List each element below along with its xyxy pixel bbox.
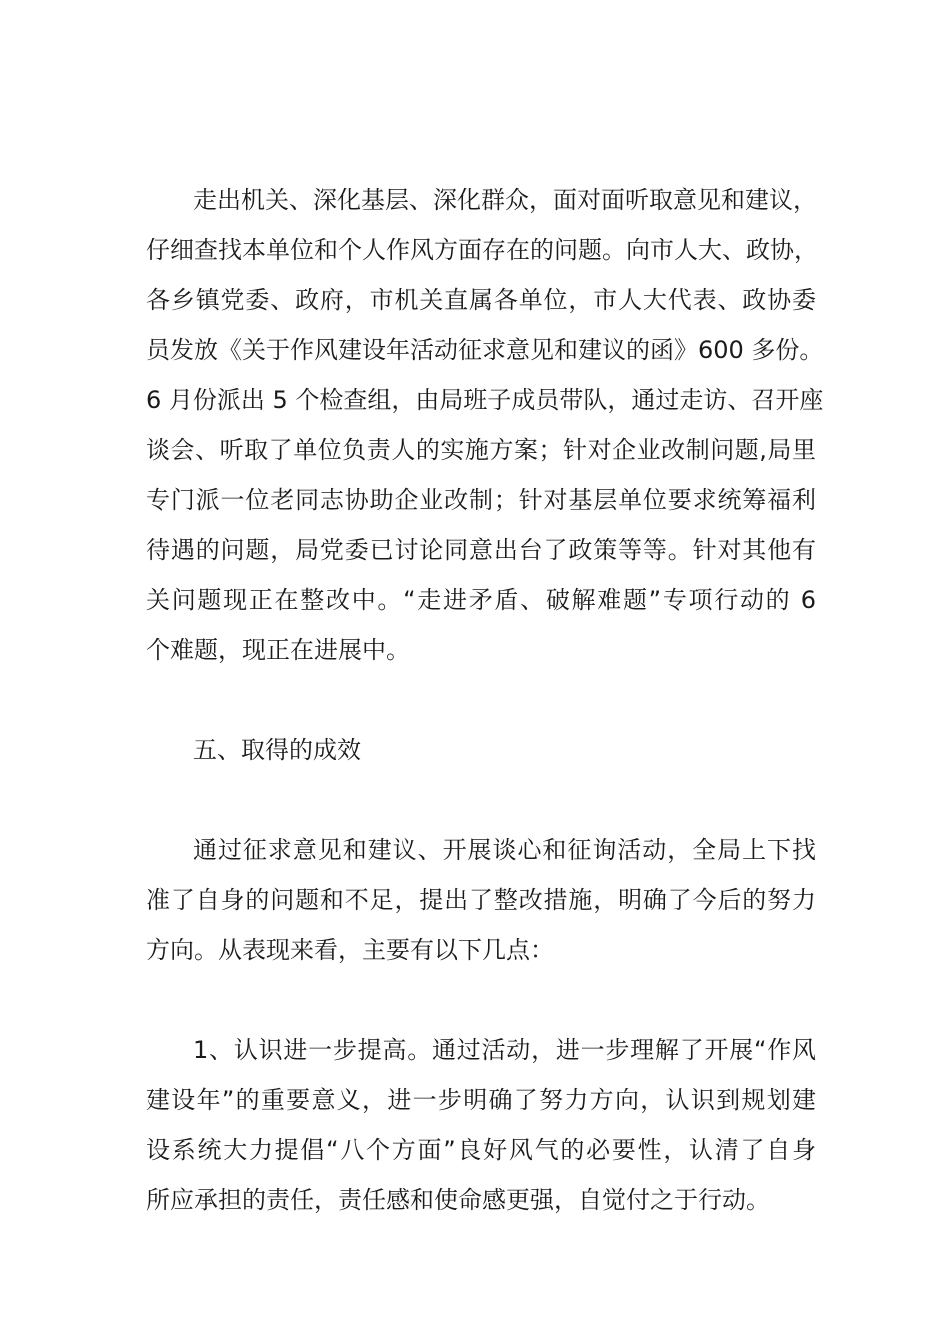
text-line: 谈会、听取了单位负责人的实施方案；针对企业改制问题,局里 xyxy=(146,436,816,464)
text-line: 所应承担的责任，责任感和使命感更强，自觉付之于行动。 xyxy=(146,1186,770,1214)
text-line: 方向。从表现来看，主要有以下几点： xyxy=(146,936,554,964)
section-heading: 五、取得的成效 xyxy=(193,736,361,764)
text-line: 关问题现正在整改中。“走进矛盾、破解难题”专项行动的 6 xyxy=(146,586,816,614)
text-line: 准了自身的问题和不足，提出了整改措施，明确了今后的努力 xyxy=(146,886,816,914)
text-line: 专门派一位老同志协助企业改制；针对基层单位要求统筹福利 xyxy=(146,486,816,514)
text-line: 建设年”的重要意义，进一步明确了努力方向，认识到规划建 xyxy=(146,1086,816,1114)
text-line: 员发放《关于作风建设年活动征求意见和建议的函》600 多份。 xyxy=(146,336,824,364)
text-line: 1、认识进一步提高。通过活动，进一步理解了开展“作风 xyxy=(193,1036,816,1064)
text-line: 设系统大力提倡“八个方面”良好风气的必要性，认清了自身 xyxy=(146,1136,816,1164)
text-line: 走出机关、深化基层、深化群众，面对面听取意见和建议， xyxy=(193,186,817,214)
text-line: 通过征求意见和建议、开展谈心和征询活动，全局上下找 xyxy=(193,836,816,864)
text-line: 个难题，现正在进展中。 xyxy=(146,636,410,664)
text-line: 各乡镇党委、政府，市机关直属各单位，市人大代表、政协委 xyxy=(146,286,816,314)
text-line: 待遇的问题，局党委已讨论同意出台了政策等等。针对其他有 xyxy=(146,536,816,564)
text-line: 6 月份派出 5 个检查组，由局班子成员带队，通过走访、召开座 xyxy=(146,386,824,414)
text-line: 仔细查找本单位和个人作风方面存在的问题。向市人大、政协， xyxy=(146,236,818,264)
